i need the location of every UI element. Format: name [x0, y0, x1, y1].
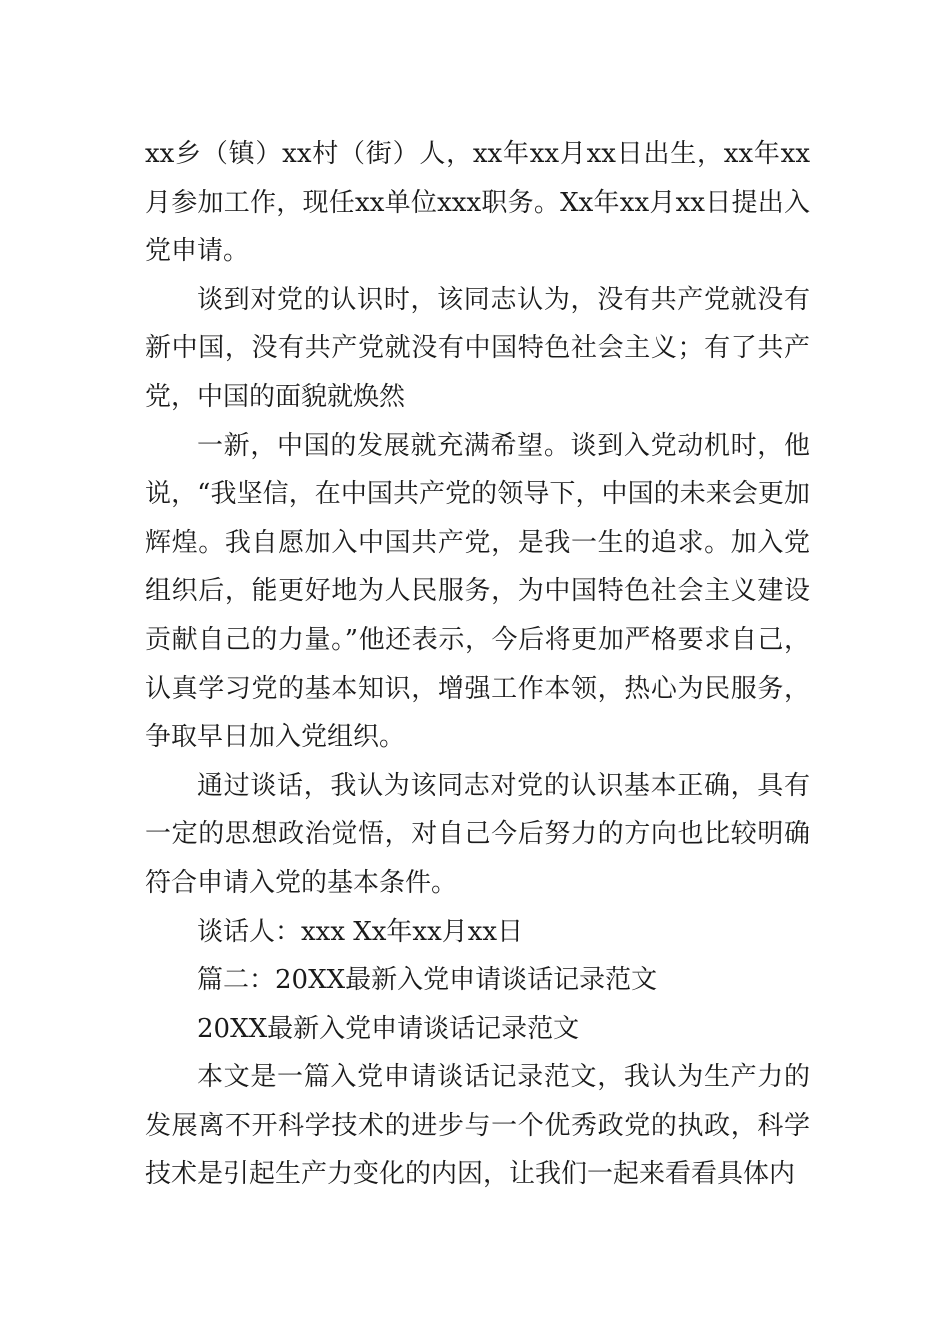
paragraph-motivation: 一新，中国的发展就充满希望。谈到入党动机时，他说，“我坚信，在中国共产党的领导下，中国的未来会更加辉煌。我自愿加入中国共产党，是我一生的追求。加入党组织后，能更好地为人民服务，为中国特色社会主义建设贡献自己的力量。”他还表示，今后将更加严格要求自己，认真学习党的基本知识，增强工作本领，热心为民服务，争取早日加入党组织。 [145, 430, 810, 753]
paragraph-personal-info: xx乡（镇）xx村（街）人，xx年xx月xx日出生，xx年xx月参加工作，现任xx单位xxx职务。Xx年xx月xx日提出入党申请。 [145, 139, 810, 267]
paragraph-assessment: 通过谈话，我认为该同志对党的认识基本正确，具有一定的思想政治觉悟，对自己今后努力的方向也比较明确符合申请入党的基本条件。 [145, 770, 810, 898]
interviewer-signature-line: 谈话人：xxx Xx年xx月xx日 [197, 916, 524, 947]
paragraph-party-understanding: 谈到对党的认识时，该同志认为，没有共产党就没有新中国，没有共产党就没有中国特色社会主义；有了共产党，中国的面貌就焕然 [145, 284, 810, 412]
article-title: 20XX最新入党申请谈话记录范文 [197, 1013, 580, 1044]
paragraph-article-intro: 本文是一篇入党申请谈话记录范文，我认为生产力的发展离不开科学技术的进步与一个优秀政党的执政，科学技术是引起生产力变化的内因，让我们一起来看看具体内 [145, 1062, 810, 1190]
document-body [145, 130, 810, 1199]
section-heading: 篇二：20XX最新入党申请谈话记录范文 [197, 965, 658, 996]
